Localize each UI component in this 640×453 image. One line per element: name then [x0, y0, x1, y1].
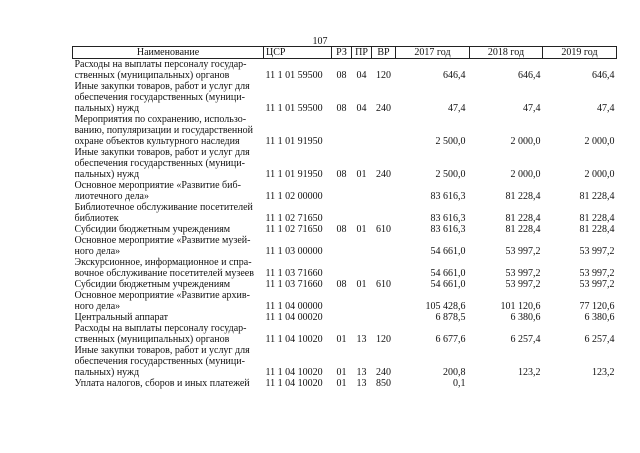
cell-vr — [372, 114, 396, 147]
table-row — [73, 323, 617, 345]
header-name: Наименование — [73, 47, 264, 59]
cell-2019: 53 997,2 — [579, 279, 615, 290]
cell-rz: 01 — [336, 367, 347, 378]
cell-csr: 11 1 04 00020 — [265, 312, 323, 323]
cell-csr: 11 1 02 71650 — [265, 213, 323, 224]
cell-pr: 13 — [356, 378, 367, 389]
name-line: Расходы на выплаты персоналу государ- — [74, 59, 247, 70]
cell-vr: 120 — [376, 334, 391, 345]
cell-2019: 123,2 — [592, 367, 615, 378]
name-line: обеспечения государственных (муници- — [74, 356, 245, 367]
cell-name — [73, 257, 264, 279]
cell-rz: 01 — [336, 334, 347, 345]
cell-2017: 47,4 — [448, 103, 466, 114]
cell-csr: 11 1 04 10020 — [265, 378, 323, 389]
table-row — [73, 147, 617, 180]
name-line: Иные закупки товаров, работ и услуг для — [74, 345, 250, 356]
cell-2019: 2 000,0 — [584, 136, 615, 147]
header-year-2017: 2017 год — [396, 47, 470, 59]
cell-2019: 53 997,2 — [579, 246, 615, 257]
cell-name — [73, 59, 264, 82]
cell-2019: 81 228,4 — [579, 224, 615, 235]
cell-vr — [372, 202, 396, 224]
cell-csr: 11 1 02 00000 — [265, 191, 323, 202]
cell-name — [73, 202, 264, 224]
header-vr: ВР — [372, 47, 396, 59]
name-line: Субсидии бюджетным учреждениям — [74, 279, 231, 290]
table-row — [73, 290, 617, 312]
cell-2018: 53 997,2 — [505, 246, 541, 257]
name-line: Основное мероприятие «Развитие музей- — [74, 235, 251, 246]
table-row — [73, 202, 617, 224]
name-line: Библиотечное обслуживание посетителей — [74, 202, 253, 213]
table-row — [73, 81, 617, 114]
cell-name — [73, 312, 264, 323]
cell-pr: 13 — [356, 334, 367, 345]
cell-rz — [332, 114, 352, 147]
cell-csr: 11 1 01 91950 — [265, 136, 323, 147]
header-rz: РЗ — [332, 47, 352, 59]
table-row — [73, 257, 617, 279]
cell-2017: 83 616,3 — [430, 224, 466, 235]
cell-vr — [372, 312, 396, 323]
table-row — [73, 114, 617, 147]
cell-csr: 11 1 03 71660 — [265, 279, 323, 290]
cell-name — [73, 378, 264, 389]
cell-vr: 120 — [376, 70, 391, 81]
cell-2019: 77 120,6 — [579, 301, 615, 312]
name-line: Субсидии бюджетным учреждениям — [74, 224, 231, 235]
table-row — [73, 378, 617, 389]
table-row — [73, 345, 617, 378]
cell-csr: 11 1 03 00000 — [265, 246, 323, 257]
cell-csr: 11 1 02 71650 — [265, 224, 323, 235]
cell-vr: 240 — [376, 103, 391, 114]
name-line: Экскурсионное, информационное и спра- — [74, 257, 252, 268]
cell-vr — [372, 290, 396, 312]
table-row — [73, 224, 617, 235]
cell-vr — [372, 235, 396, 257]
cell-name — [73, 235, 264, 257]
cell-2017: 54 661,0 — [430, 246, 466, 257]
name-line: ванию, популяризации и государственной — [74, 125, 253, 136]
cell-2019: 53 997,2 — [579, 268, 615, 279]
name-line: Основное мероприятие «Развитие архив- — [74, 290, 250, 301]
budget-table — [72, 46, 617, 389]
header-year-2018: 2018 год — [470, 47, 543, 59]
cell-pr — [352, 114, 372, 147]
cell-pr: 04 — [356, 70, 367, 81]
table-row — [73, 312, 617, 323]
name-line: Основное мероприятие «Развитие биб- — [74, 180, 241, 191]
cell-2019: 81 228,4 — [579, 191, 615, 202]
cell-rz: 08 — [336, 224, 347, 235]
cell-2019: 81 228,4 — [579, 213, 615, 224]
cell-2018: 2 000,0 — [510, 169, 541, 180]
cell-csr: 11 1 04 00000 — [265, 301, 323, 312]
cell-vr: 240 — [376, 169, 391, 180]
cell-2019: 47,4 — [597, 103, 615, 114]
cell-2017: 83 616,3 — [430, 213, 466, 224]
cell-2018: 101 120,6 — [500, 301, 541, 312]
cell-2017: 200,8 — [443, 367, 466, 378]
name-line: Мероприятия по сохранению, использо- — [74, 114, 247, 125]
cell-rz — [332, 180, 352, 202]
name-line: обеспечения государственных (муници- — [74, 158, 245, 169]
cell-rz — [332, 312, 352, 323]
cell-2017: 646,4 — [443, 70, 466, 81]
cell-pr: 04 — [356, 103, 367, 114]
cell-2019: 2 000,0 — [584, 169, 615, 180]
cell-2019: 6 380,6 — [584, 312, 615, 323]
cell-csr: 11 1 01 91950 — [265, 169, 323, 180]
cell-2017: 6 677,6 — [435, 334, 466, 345]
name-line: ственных (муниципальных) органов — [74, 70, 230, 81]
cell-2018: 123,2 — [518, 367, 541, 378]
cell-2018: 2 000,0 — [510, 136, 541, 147]
cell-name — [73, 147, 264, 180]
cell-pr: 13 — [356, 367, 367, 378]
cell-rz: 08 — [336, 103, 347, 114]
table-header — [73, 47, 617, 59]
header-row — [73, 47, 617, 59]
cell-2017: 54 661,0 — [430, 268, 466, 279]
cell-2018: 47,4 — [523, 103, 541, 114]
cell-pr — [352, 235, 372, 257]
name-line: Иные закупки товаров, работ и услуг для — [74, 147, 250, 158]
cell-vr: 610 — [376, 279, 391, 290]
cell-2017: 54 661,0 — [430, 279, 466, 290]
cell-2017: 6 878,5 — [435, 312, 466, 323]
name-line: ного дела» — [74, 301, 121, 312]
cell-name — [73, 114, 264, 147]
name-line: пальных) нужд — [74, 367, 140, 378]
name-line: Расходы на выплаты персоналу государ- — [74, 323, 247, 334]
cell-rz: 01 — [336, 378, 347, 389]
name-line: вочное обслуживание посетителей музеев — [74, 268, 254, 279]
header-pr: ПР — [352, 47, 372, 59]
cell-2018 — [470, 378, 543, 389]
name-line: Уплата налогов, сборов и иных платежей — [74, 378, 250, 389]
cell-2018: 6 380,6 — [510, 312, 541, 323]
cell-name — [73, 180, 264, 202]
cell-pr: 01 — [356, 279, 367, 290]
name-line: ственных (муниципальных) органов — [74, 334, 230, 345]
cell-pr — [352, 312, 372, 323]
cell-vr: 850 — [376, 378, 391, 389]
cell-2018: 53 997,2 — [505, 268, 541, 279]
table-row — [73, 180, 617, 202]
cell-pr — [352, 202, 372, 224]
cell-pr: 01 — [356, 169, 367, 180]
cell-name — [73, 81, 264, 114]
cell-name — [73, 323, 264, 345]
cell-pr: 01 — [356, 224, 367, 235]
name-line: Иные закупки товаров, работ и услуг для — [74, 81, 250, 92]
cell-2018: 81 228,4 — [505, 191, 541, 202]
cell-name — [73, 345, 264, 378]
cell-csr: 11 1 04 10020 — [265, 367, 323, 378]
cell-csr: 11 1 01 59500 — [265, 70, 323, 81]
table-row — [73, 279, 617, 290]
header-year-2019: 2019 год — [543, 47, 617, 59]
cell-2017: 105 428,6 — [425, 301, 466, 312]
name-line: охране объектов культурного наследия — [74, 136, 240, 147]
cell-rz: 08 — [336, 169, 347, 180]
cell-2018: 53 997,2 — [505, 279, 541, 290]
cell-vr: 610 — [376, 224, 391, 235]
name-line: Центральный аппарат — [74, 312, 169, 323]
cell-rz: 08 — [336, 279, 347, 290]
table-row — [73, 235, 617, 257]
name-line: лиотечного дела» — [74, 191, 149, 202]
cell-name — [73, 279, 264, 290]
table-body — [73, 59, 617, 390]
cell-csr: 11 1 01 59500 — [265, 103, 323, 114]
cell-csr: 11 1 04 10020 — [265, 334, 323, 345]
cell-vr: 240 — [376, 367, 391, 378]
cell-pr — [352, 290, 372, 312]
name-line: пальных) нужд — [74, 169, 140, 180]
cell-2018: 81 228,4 — [505, 213, 541, 224]
name-line: обеспечения государственных (муници- — [74, 92, 245, 103]
cell-2017: 0,1 — [453, 378, 466, 389]
cell-2019: 646,4 — [592, 70, 615, 81]
cell-rz: 08 — [336, 70, 347, 81]
table-row — [73, 59, 617, 82]
cell-vr — [372, 180, 396, 202]
cell-2018: 6 257,4 — [510, 334, 541, 345]
cell-2019 — [543, 378, 617, 389]
header-csr: ЦСР — [264, 47, 332, 59]
cell-pr — [352, 257, 372, 279]
cell-2018: 646,4 — [518, 70, 541, 81]
cell-rz — [332, 202, 352, 224]
name-line: пальных) нужд — [74, 103, 140, 114]
cell-pr — [352, 180, 372, 202]
cell-vr — [372, 257, 396, 279]
page-number: 107 — [312, 36, 328, 47]
cell-name — [73, 224, 264, 235]
cell-2017: 2 500,0 — [435, 169, 466, 180]
name-line: ного дела» — [74, 246, 121, 257]
name-line: библиотек — [74, 213, 119, 224]
cell-rz — [332, 257, 352, 279]
cell-2019: 6 257,4 — [584, 334, 615, 345]
cell-rz — [332, 235, 352, 257]
cell-csr: 11 1 03 71660 — [265, 268, 323, 279]
cell-2017: 2 500,0 — [435, 136, 466, 147]
cell-2017: 83 616,3 — [430, 191, 466, 202]
cell-name — [73, 290, 264, 312]
cell-rz — [332, 290, 352, 312]
cell-2018: 81 228,4 — [505, 224, 541, 235]
